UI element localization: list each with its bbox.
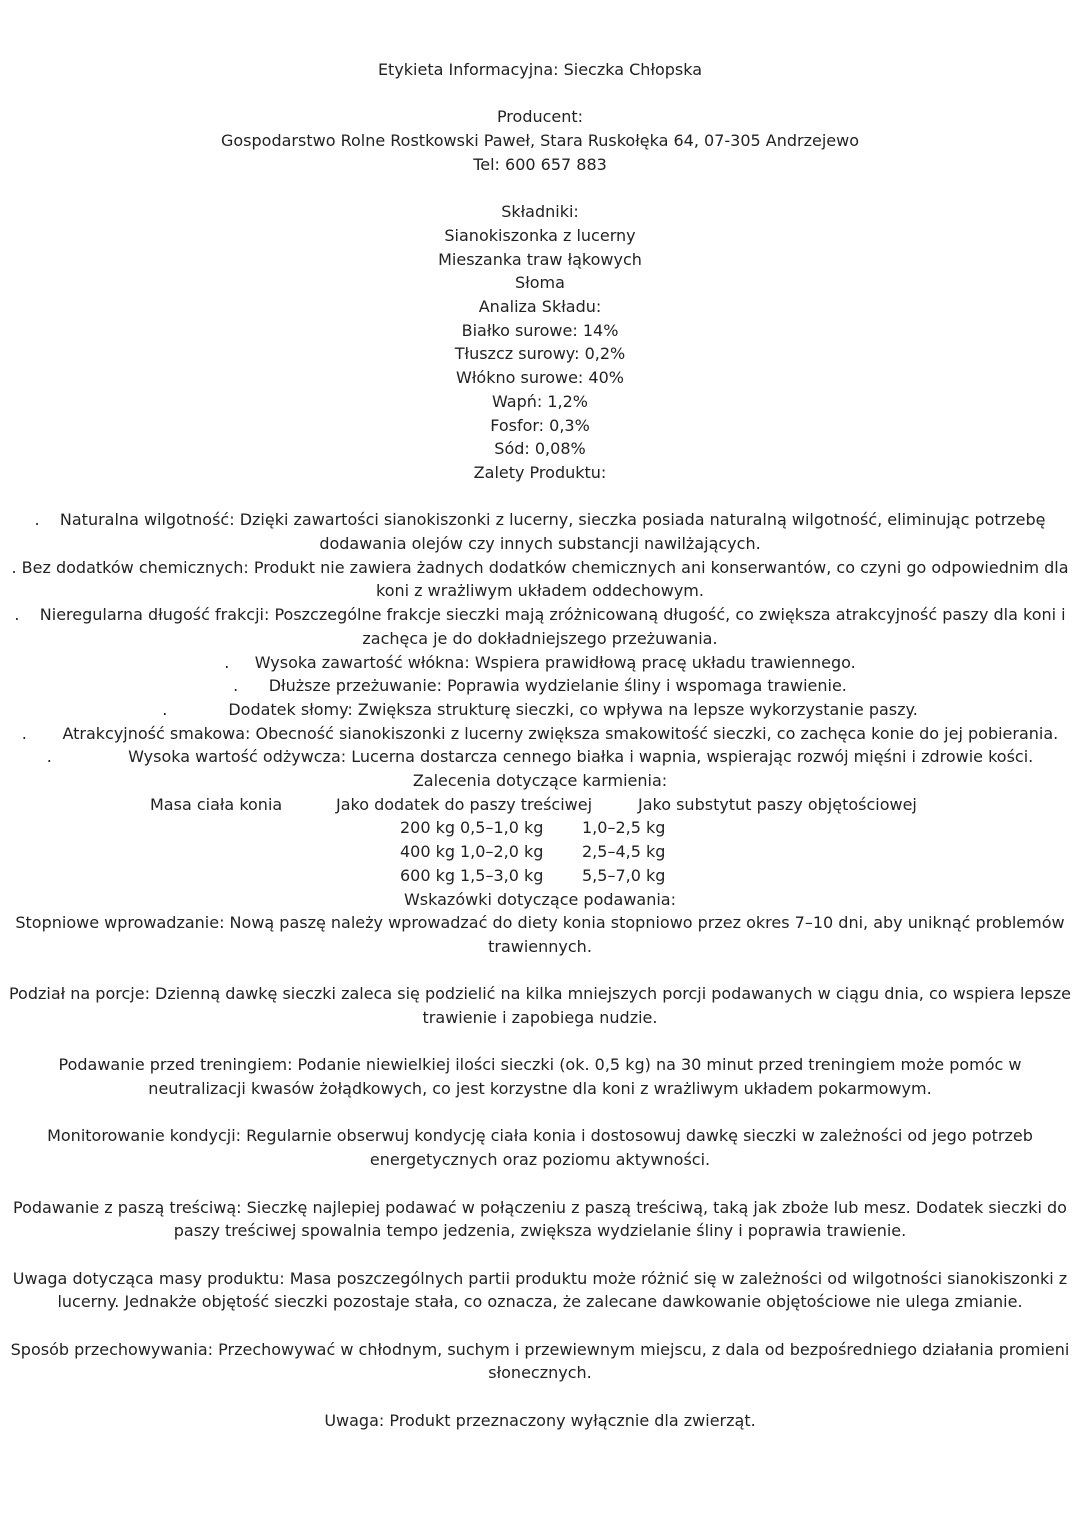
bullet-dot: . bbox=[224, 652, 230, 672]
spacer bbox=[0, 959, 1080, 983]
table-cell-mass: 200 kg bbox=[400, 818, 456, 838]
producer-heading: Producent: bbox=[496, 107, 584, 127]
spacer bbox=[0, 1030, 1080, 1054]
spacer bbox=[0, 1385, 1080, 1409]
document-title: Etykieta Informacyjna: Sieczka Chłopska bbox=[377, 60, 703, 79]
ingredient-item: Sianokiszonka z lucerny bbox=[444, 225, 636, 245]
column-header-roughage: Jako substytut paszy objętościowej bbox=[638, 794, 917, 814]
analysis-item: Włókno surowe: 40% bbox=[456, 368, 624, 388]
bullet-dot: . bbox=[14, 605, 20, 625]
producer-address: Gospodarstwo Rolne Rostkowski Paweł, Stara Ruskołęka 64, 07-305 Andrzejewo bbox=[220, 131, 859, 151]
serving-tip: Sposób przechowywania: Przechowywać w chłodnym, suchym i przewiewnym miejscu, z dala od bezpośredniego działania promieni słonecznych. bbox=[10, 1339, 1070, 1383]
table-cell-concentrate: 1,5–3,0 kg bbox=[460, 865, 544, 885]
bullet-dot: . bbox=[46, 747, 52, 767]
advantage-item bbox=[0, 508, 1080, 555]
spacer bbox=[0, 1101, 1080, 1125]
serving-tip: Podawanie przed treningiem: Podanie niewielkiej ilości sieczki (ok. 0,5 kg) na 30 minut przed treningiem może pomóc w neutralizacji kwasów żołądkowych, co jest korzystne dla koni z wrażliwym układem pokarmowym. bbox=[58, 1055, 1022, 1099]
advantage-item bbox=[0, 745, 1080, 769]
bullet-dot: . bbox=[21, 723, 27, 743]
serving-tip: Uwaga dotycząca masy produktu: Masa poszczególnych partii produktu może różnić się w zależności od wilgotności sianokiszonki z lucerny. Jednakże objętość sieczki pozostaje stała, co oznacza, że zalecane dawkowanie objętościowe nie ulega zmianie. bbox=[12, 1268, 1068, 1312]
advantages-heading: Zalety Produktu: bbox=[473, 462, 607, 482]
spacer bbox=[0, 177, 1080, 201]
analysis-item: Fosfor: 0,3% bbox=[490, 415, 590, 435]
table-cell-concentrate: 1,0–2,0 kg bbox=[460, 842, 544, 862]
table-cell-concentrate: 0,5–1,0 kg bbox=[460, 818, 544, 838]
bullet-dot: . bbox=[162, 699, 168, 719]
product-label-document bbox=[0, 58, 1080, 1433]
serving-tip: Podawanie z paszą treściwą: Sieczkę najlepiej podawać w połączeniu z paszą treściwą, taką jak zboże lub mesz. Dodatek sieczki do paszy treściwej spowalnia tempo jedzenia, zwiększa wydzielanie śliny i poprawia trawienie. bbox=[13, 1197, 1067, 1241]
bullet-dot: . bbox=[11, 557, 17, 577]
analysis-item: Sód: 0,08% bbox=[494, 439, 586, 459]
column-header-body-mass: Masa ciała konia bbox=[150, 794, 283, 814]
producer-phone: Tel: 600 657 883 bbox=[473, 154, 607, 174]
spacer bbox=[0, 485, 1080, 509]
spacer bbox=[0, 82, 1080, 106]
advantage-text: Dodatek słomy: Zwiększa strukturę sieczki, co wpływa na lepsze wykorzystanie paszy. bbox=[228, 699, 918, 719]
bullet-dot: . bbox=[233, 676, 239, 696]
advantage-text: Wysoka wartość odżywcza: Lucerna dostarcza cennego białka i wapnia, wspierając rozwój mięśni i zdrowie kości. bbox=[128, 747, 1034, 767]
column-header-concentrate: Jako dodatek do paszy treściwej bbox=[336, 794, 593, 814]
table-row bbox=[0, 840, 1080, 864]
advantage-text: Dłuższe przeżuwanie: Poprawia wydzielanie śliny i wspomaga trawienie. bbox=[268, 676, 847, 696]
table-cell-roughage: 5,5–7,0 kg bbox=[582, 865, 666, 885]
advantage-text: Wysoka zawartość włókna: Wspiera prawidłową pracę układu trawiennego. bbox=[254, 652, 856, 672]
spacer bbox=[0, 1243, 1080, 1267]
advantage-text: Naturalna wilgotność: Dzięki zawartości sianokiszonki z lucerny, sieczka posiada naturalną wilgotność, eliminując potrzebę dodawania olejów czy innych substancji nawilżających. bbox=[59, 510, 1046, 554]
ingredients-heading: Składniki: bbox=[501, 202, 579, 222]
advantage-item bbox=[0, 603, 1080, 650]
advantage-text: Atrakcyjność smakowa: Obecność sianokiszonki z lucerny zwiększa smakowitość sieczki, co zachęca konie do jej pobierania. bbox=[62, 723, 1059, 743]
advantage-item bbox=[0, 698, 1080, 722]
ingredient-item: Mieszanka traw łąkowych bbox=[438, 249, 642, 269]
bullet-dot: . bbox=[34, 510, 40, 530]
advantage-text: Nieregularna długość frakcji: Poszczególne frakcje sieczki mają zróżnicowaną długość, co zwiększa atrakcyjność paszy dla koni i zachęca je do dokładniejszego przeżuwania. bbox=[39, 605, 1066, 648]
feeding-table-header bbox=[0, 793, 1080, 817]
advantage-item bbox=[0, 651, 1080, 675]
table-cell-roughage: 2,5–4,5 kg bbox=[582, 842, 666, 862]
animal-only-notice: Uwaga: Produkt przeznaczony wyłącznie dla zwierząt. bbox=[324, 1410, 756, 1430]
table-cell-mass: 400 kg bbox=[400, 842, 456, 862]
advantage-item bbox=[0, 674, 1080, 698]
table-cell-mass: 600 kg bbox=[400, 865, 456, 885]
feeding-heading: Zalecenia dotyczące karmienia: bbox=[412, 771, 668, 791]
table-row bbox=[0, 864, 1080, 888]
table-row bbox=[0, 816, 1080, 840]
advantage-text: Bez dodatków chemicznych: Produkt nie zawiera żadnych dodatków chemicznych ani konserwantów, co czyni go odpowiednim dla koni z wrażliwym układem oddechowym. bbox=[21, 557, 1069, 601]
advantage-item bbox=[0, 722, 1080, 746]
serving-tip: Stopniowe wprowadzanie: Nową paszę należy wprowadzać do diety konia stopniowo przez okres 7–10 dni, aby uniknąć problemów trawiennych. bbox=[15, 913, 1065, 956]
table-cell-roughage: 1,0–2,5 kg bbox=[582, 818, 666, 838]
serving-tip: Podział na porcje: Dzienną dawkę sieczki zaleca się podzielić na kilka mniejszych porcji podawanych w ciągu dnia, co wspiera lepsze trawienie i zapobiega nudzie. bbox=[8, 984, 1072, 1027]
spacer bbox=[0, 1172, 1080, 1196]
spacer bbox=[0, 1314, 1080, 1338]
advantage-item bbox=[0, 556, 1080, 603]
analysis-item: Białko surowe: 14% bbox=[461, 320, 619, 340]
analysis-item: Tłuszcz surowy: 0,2% bbox=[454, 344, 626, 364]
ingredient-item: Słoma bbox=[515, 273, 565, 293]
analysis-heading: Analiza Składu: bbox=[478, 297, 602, 316]
serving-heading: Wskazówki dotyczące podawania: bbox=[403, 889, 676, 909]
analysis-item: Wapń: 1,2% bbox=[491, 391, 589, 411]
serving-tip: Monitorowanie kondycji: Regularnie obserwuj kondycję ciała konia i dostosowuj dawkę sieczki w zależności od jego potrzeb energetycznych oraz poziomu aktywności. bbox=[47, 1126, 1033, 1170]
